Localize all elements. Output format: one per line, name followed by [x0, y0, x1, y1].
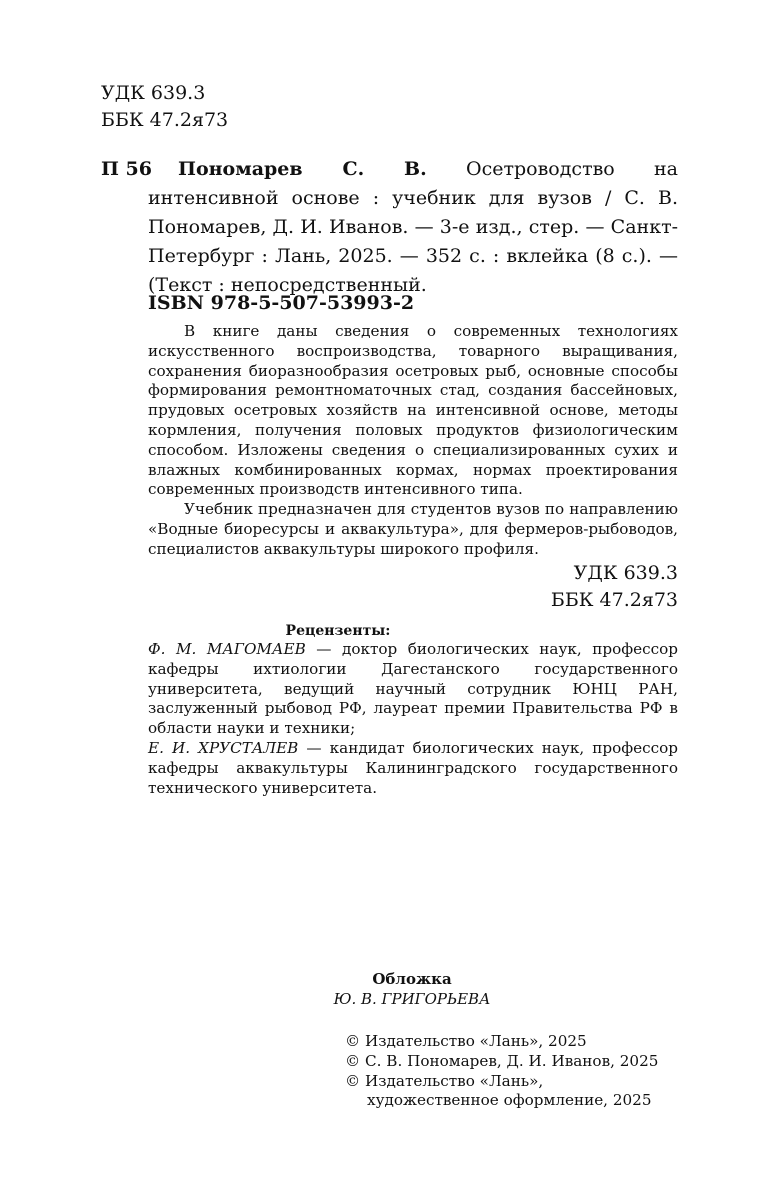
reviewer-name: Ф. М. МАГОМАЕВ	[148, 640, 306, 658]
isbn: ISBN 978-5-507-53993-2	[148, 292, 415, 314]
reviewer-description: — кандидат биологических наук, профессор кафедры аквакультуры Калининградского государственного технического университета.	[148, 738, 679, 797]
entry-description: Осетроводство на интенсивной основе : учебник для вузов / С. В. Пономарев, Д. И. Иванов. — 3-е изд., стер. — Санкт-Петербург : Лань, 2025. — 352 с. : вклейка (8 с.). — (Текст : непосредственный.	[148, 158, 678, 296]
copyright-block	[345, 1032, 658, 1111]
annotation-paragraph: В книге даны сведения о современных технологиях искусственного воспроизводства, товарного выращивания, сохранения биоразнообразия осетровых рыб, основные способы формирования ремонтноматочных стад, создания бассейновых, прудовых осетровых хозяйств на интенсивной основе, методы кормления, получения половых продуктов физиологическим способом. Изложены сведения о специализированных сухих и влажных комбинированных кормах, нормах проектирования современных производств интенсивного типа.	[148, 322, 678, 499]
udk-code: УДК 639.3	[101, 82, 206, 104]
entry-author: Пономарев С. В.	[178, 158, 427, 180]
cover-title: Обложка	[372, 970, 452, 988]
annotation-paragraph: Учебник предназначен для студентов вузов по направлению «Водные биоресурсы и аквакультура», для фермеров-рыбоводов, специалистов аквакультуры широкого профиля.	[148, 500, 678, 558]
reviewer-name: Е. И. ХРУСТАЛЕВ	[148, 738, 299, 757]
reviewers-title: Рецензенты:	[285, 623, 391, 639]
udk-bbk-codes-top	[101, 80, 228, 134]
bbk-code: ББК 47.2я73	[550, 589, 678, 611]
udk-code: УДК 639.3	[573, 562, 678, 584]
copyright-line: © Издательство «Лань»,	[345, 1071, 544, 1090]
cover-artist: Ю. В. ГРИГОРЬЕВА	[333, 990, 491, 1008]
reviewer-item	[148, 739, 678, 798]
udk-bbk-codes-right	[480, 560, 678, 614]
reviewer-item	[148, 640, 678, 739]
bbk-code: ББК 47.2я73	[101, 109, 229, 131]
reviewers-list	[148, 640, 678, 798]
reviewer-description: — доктор биологических наук, профессор кафедры ихтиологии Дагестанского государственного университета, ведущий научный сотрудник ЮНЦ РАН, заслуженный рыбовод РФ, лауреат премии Правительства РФ в области науки и техники;	[148, 640, 678, 738]
author-mark: П 56	[101, 158, 152, 180]
bibliographic-entry	[148, 155, 678, 300]
copyright-line: © Издательство «Лань», 2025	[345, 1032, 587, 1050]
copyright-line: © С. В. Пономарев, Д. И. Иванов, 2025	[345, 1051, 659, 1070]
annotation	[148, 322, 678, 560]
copyright-line: художественное оформление, 2025	[367, 1091, 652, 1110]
